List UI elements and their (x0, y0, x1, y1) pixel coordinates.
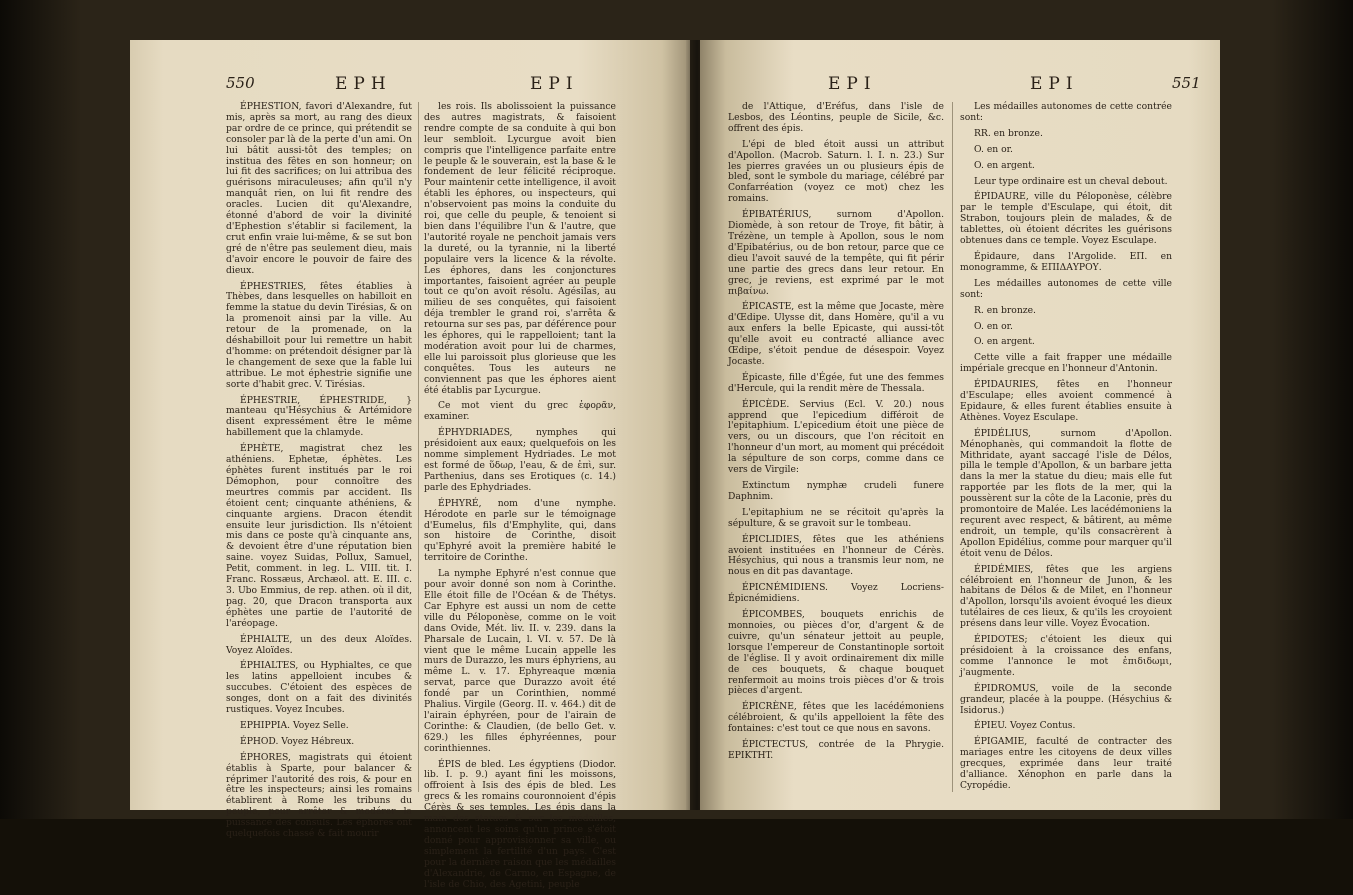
left-page-column-1 (226, 102, 412, 845)
entry-paragraph: R. en bronze. (974, 304, 1036, 316)
entry-paragraph: ÉPIDAURIES, fêtes en l'honneur d'Esculape; elles avoient commencé à Epidaure, & elles furent établies ensuite à Athènes. Voyez Esculape. (960, 379, 1172, 423)
entry-paragraph: ÉPIGAMIE, faculté de contracter des mariages entre les citoyens de deux villes grecques, exprimée dans leur traité d'alliance. Xénophon en parle dans la Cyropédie. (960, 736, 1172, 791)
entry-paragraph: ÉPIEU. Voyez Contus. (974, 720, 1076, 732)
right-page (700, 40, 1220, 810)
entry-paragraph: RR. en bronze. (974, 127, 1043, 139)
entry-paragraph: ÉPHIALTE, un des deux Aloïdes. Voyez Aloïdes. (226, 633, 412, 656)
entry-paragraph: L'épi de bled étoit aussi un attribut d'Apollon. (Macrob. Saturn. l. I. n. 23.) Sur les pierres gravées un ou plusieurs épis de bled, sont le symbole du mariage, célébré par Confarréation (voyez ce mot) chez les romains. (728, 138, 944, 205)
entry-paragraph: ÉPICOMBES, bouquets enrichis de monnoies, ou pièces d'or, d'argent & de cuivre, qu'un sénateur jettoit au peuple, lorsque l'empereur de Constantinople sortoit de l'église. Il y avoit ordinairement dix mille de ces bouquets, & chaque bouquet renfermoit au moins trois pièces d'or & trois pièces d'argent. (728, 609, 944, 697)
entry-paragraph: ÉPICNÉMIDIENS. Voyez Locriens-Épicnémidiens. (728, 582, 944, 605)
entry-paragraph: O. en argent. (974, 336, 1035, 348)
entry-paragraph: les rois. Ils abolissoient la puissance des autres magistrats, & faisoient rendre compte de sa conduite à qui bon leur sembloit. Lycurgue avoit bien compris que l'intelligence parfaite entre le peuple & le souverain, est la base & le fondement de leur félicité réciproque. Pour maintenir cette intelligence, il avoit établi les éphores, ou inspecteurs, qui n'observoient pas moins la conduite du roi, que celle du peuple, & tenoient si bien dans l'équilibre l'un & l'autre, que l'autorité royale ne penchoit jamais vers la dureté, ou la tyrannie, ni la liberté populaire vers la licence & la révolte. Les éphores, dans les conjonctures importantes, faisoient agréer au peuple tout ce qu'on avoit résolu. Agésilas, au milieu de ses conquêtes, qui faisoient déja trembler le grand roi, s'arrêta & retourna sur ses pas, par déférence pour les éphores, qui le rappelloient; tant la modération avoit pour lui de charmes, elle lui paroissoit plus glorieuse que les conquêtes. Tous les auteurs ne conviennent pas que les éphores aient été établis par Lycurgue. (424, 101, 616, 396)
entry-paragraph: ÉPHYDRIADES, nymphes qui présidoient aux eaux; quelquefois on les nomme simplement Hydriades. Le mot est formé de ὕδωρ, l'eau, & de ἐπὶ, sur. Parthenius, dans ses Erotiques (c. 14.) parle des Ephydriades. (424, 427, 616, 493)
entry-paragraph: Ce mot vient du grec ἐφορᾶν, examiner. (424, 400, 616, 423)
entry-paragraph: ÉPICLIDIES, fêtes que les athéniens avoient instituées en l'honneur de Cérès. Hésychius, qui nous a transmis leur nom, ne nous en dit pas davantage. (728, 533, 944, 578)
entry-paragraph: ÉPHOD. Voyez Hébreux. (240, 735, 355, 747)
page-number-left: 550 (226, 74, 255, 92)
entry-paragraph: ÉPHESTION, favori d'Alexandre, fut mis, après sa mort, au rang des dieux par ordre de ce prince, qui prétendit se consoler par là de la perte d'un ami. On lui bâtit aussi-tôt des temples; on institua des fêtes en son honneur; on lui fit des sacrifices; on lui attribua des guérisons miraculeuses; afin qu'il n'y manquât rien, on lui fit rendre des oracles. Lucien dit qu'Alexandre, étonné d'abord de voir la divinité d'Ephestion s'établir si facilement, la crut enfin vraie lui-même, & se sut bon gré de n'être pas seulement dieu, mais d'avoir encore le pouvoir de faire des dieux. (226, 101, 412, 276)
entry-paragraph: Extinctum nymphæ crudeli funere Daphnim. (728, 480, 944, 502)
entry-paragraph: ÉPIDÉLIUS, surnom d'Apollon. Ménophanès, qui commandoit la flotte de Mithridate, ayant saccagé l'isle de Délos, pilla le temple d'Apollon, & un barbare jetta dans la mer la statue du dieu; mais elle fut rapportée par les flots de la mer, qui la poussèrent sur la côte de la Laconie, près du promontoire de Malée. Les lacédémoniens la reçurent avec respect, & bâtirent, au même endroit, un temple, qu'ils consacrèrent à Apollon Epidélius, comme pour marquer qu'il étoit venu de Délos. (960, 427, 1172, 559)
entry-paragraph: EPHIPPIA. Voyez Selle. (240, 719, 349, 731)
entry-paragraph: O. en argent. (974, 159, 1035, 171)
entry-paragraph: O. en or. (974, 143, 1013, 155)
entry-paragraph: ÉPHÈTE, magistrat chez les athéniens. Ephetæ, éphètes. Les éphètes furent institués par le roi Démophon, pour connoître des meurtres commis par accident. Ils étoient cent; cinquante athéniens, & cinquante argiens. Dracon étendit ensuite leur jurisdiction. Ils n'étoient mis dans ce poste qu'à cinquante ans, & devoient être d'une réputation bien saine. voyez Suidas, Pollux, Samuel, Petit, comment. in leg. L. VIII. tit. I. Franc. Rossæus, Archæol. att. E. III. c. 3. Ubo Emmius, de rep. athen. où il dit, pag. 20, que Dracon transporta aux éphètes une partie de l'autorité de l'aréopage. (226, 443, 412, 629)
column-rule (418, 102, 419, 792)
entry-paragraph: ÉPIDOTES; c'étoient les dieux qui présidoient à la croissance des enfans, comme l'annonce le mot ἐπιδιδωμι, j'augmente. (960, 634, 1172, 678)
entry-paragraph: O. en or. (974, 320, 1013, 332)
running-header-right: EPI (530, 74, 579, 94)
running-header-left: EPH (335, 74, 392, 94)
entry-paragraph: ÉPHIALTES, ou Hyphialtes, ce que les latins appelloient incubes & succubes. C'étoient des espèces de songes, dont on a fait des divinités rustiques. Voyez Incubes. (226, 660, 412, 716)
entry-paragraph: Les médailles autonomes de cette ville sont: (960, 277, 1172, 300)
entry-paragraph: ÉPIDAURE, ville du Péloponèse, célèbre par le temple d'Esculape, qui étoit, dit Strabon, toujours plein de malades, & de tablettes, où étoient décrites les guérisons obtenues dans ce temple. Voyez Esculape. (960, 191, 1172, 247)
entry-paragraph: Épidaure, dans l'Argolide. EΠ. en monogramme, & ΕΠΙΔΑΥΡΟΥ. (960, 250, 1172, 273)
entry-paragraph: ÉPHYRÉ, nom d'une nymphe. Hérodote en parle sur le témoignage d'Eumelus, fils d'Emphylite, qui, dans son histoire de Corinthe, disoit qu'Ephyré avoit la première habité le territoire de Corinthe. (424, 497, 616, 564)
entry-paragraph: Leur type ordinaire est un cheval debout. (974, 175, 1168, 187)
right-page-column-1 (728, 102, 944, 767)
entry-paragraph: ÉPIDÉMIES, fêtes que les argiens célébroient en l'honneur de Junon, & les habitans de Délos & de Milet, en l'honneur d'Apollon, lorsqu'ils avoient évoqué les dieux tutélaires de ces lieux, & qu'ils les croyoient présens dans leur ville. Voyez Évocation. (960, 563, 1172, 630)
page-number-right: 551 (1172, 74, 1201, 92)
entry-paragraph: ÉPHESTRIE, ÉPHESTRIDE, } manteau qu'Hésychius & Artémidore disent expressément être le même habillement que la chlamyde. (226, 394, 412, 439)
entry-paragraph: ÉPICTECTUS, contrée de la Phrygie. EPIKTHT. (728, 739, 944, 761)
entry-paragraph: Les médailles autonomes de cette contrée sont: (960, 101, 1172, 123)
entry-paragraph: Épicaste, fille d'Égée, fut une des femmes d'Hercule, qui la rendit mère de Thessala. (728, 371, 944, 394)
entry-paragraph: L'epitaphium ne se récitoit qu'après la sépulture, & se gravoit sur le tombeau. (728, 506, 944, 529)
entry-paragraph: ÉPIBATÉRIUS, surnom d'Apollon. Diomède, à son retour de Troye, fit bâtir, à Trézène, un temple à Apollon, sous le nom d'Epibatérius, ou de bon retour, parce que ce dieu l'avoit sauvé de la tempête, qui fit périr une partie des grecs dans leur retour. En grec, je reviens, est exprimé par le mot πιβαίνω. (728, 209, 944, 297)
column-rule (952, 102, 953, 792)
entry-paragraph: ÉPICASTE, est la même que Jocaste, mère d'Œdipe. Ulysse dit, dans Homère, qu'il a vu aux enfers la belle Epicaste, qui aussi-tôt qu'elle avoit eu contracté alliance avec Œdipe, s'étoit pendue de désespoir. Voyez Jocaste. (728, 301, 944, 367)
entry-paragraph: de l'Attique, d'Eréfus, dans l'isle de Lesbos, des Léontins, peuple de Sicile, &c. offrent des épis. (728, 101, 944, 134)
entry-paragraph: ÉPHESTRIES, fêtes établies à Thèbes, dans lesquelles on habilloit en femme la statue du devin Tirésias, & on la promenoit ainsi par la ville. Au retour de la promenade, on la déshabilloit pour lui remettre un habit d'homme: on prétendoit désigner par là le changement de sexe que la fable lui attribue. Le mot éphestrie signifie une sorte d'habit grec. V. Tirésias. (226, 280, 412, 390)
entry-paragraph: Cette ville a fait frapper une médaille impériale grecque en l'honneur d'Antonin. (960, 352, 1172, 375)
running-header-right: EPI (1030, 74, 1079, 94)
left-page (130, 40, 690, 890)
entry-paragraph: ÉPIS de bled. Les égyptiens (Diodor. lib. I. p. 9.) ayant fini les moissons, offroient à Isis des épis de bled. Les grecs & les romains couronnoient d'épis Cérès & ses temples. Les épis dans la main des statues & sur les médailles, annoncent les soins qu'un prince s'étoit donné pour approvisionner sa ville, ou simplement la fertilité d'un pays. C'est pour la dernière raison que les médailles d'Alexandrie, de Carmo, en Espagne, de l'isle de Chio, des Agetini, peuple (424, 758, 616, 890)
entry-paragraph: ÉPICRÈNE, fêtes que les lacédémoniens célébroient, & qu'ils appelloient la fête des fontaines: c'est tout ce que nous en savons. (728, 701, 944, 735)
right-page-column-2 (960, 102, 1172, 797)
left-page-column-2 (424, 102, 616, 895)
entry-paragraph: ÉPICÈDE. Servius (Ecl. V. 20.) nous apprend que l'epicedium différoit de l'epitaphium. L'epicedium étoit une pièce de vers, ou un discours, que l'on récitoit en l'honneur d'un mort, au moment qui précédoit la sépulture de son corps, comme dans ce vers de Virgile: (728, 398, 944, 476)
running-header-left: EPI (828, 74, 877, 94)
entry-paragraph: La nymphe Ephyré n'est connue que pour avoir donné son nom à Corinthe. Elle étoit fille de l'Océan & de Thétys. Car Ephyre est aussi un nom de cette ville du Péloponèse, comme on le voit dans Ovide, Mét. liv. II. v. 239. dans la Pharsale de Lucain, l. VI. v. 57. De là vient que le même Lucain appelle les murs de Durazzo, les murs éphyriens, au même L. v. 17. Ephyreaque mœnia servat, parce que Durazzo avoit été fondé par un Corinthien, nommé Phalius. Virgile (Georg. II. v. 464.) dit de l'airain éphyréen, pour de l'airain de Corinthe: & Claudien, (de bello Get. v. 629.) les filles éphyréennes, pour corinthiennes. (424, 568, 616, 754)
entry-paragraph: ÉPHORES, magistrats qui étoient établis à Sparte, pour balancer & réprimer l'autorité des rois, & pour en être les inspecteurs; ainsi les romains établirent à Rome les tribuns du peuple, pour arrêter & modérer la puissance des consuls. Les éphores ont quelquefois chassé & fait mourir (226, 751, 412, 840)
entry-paragraph: ÉPIDROMUS, voile de la seconde grandeur, placée à la pouppe. (Hésychius & Isidorus.) (960, 682, 1172, 716)
